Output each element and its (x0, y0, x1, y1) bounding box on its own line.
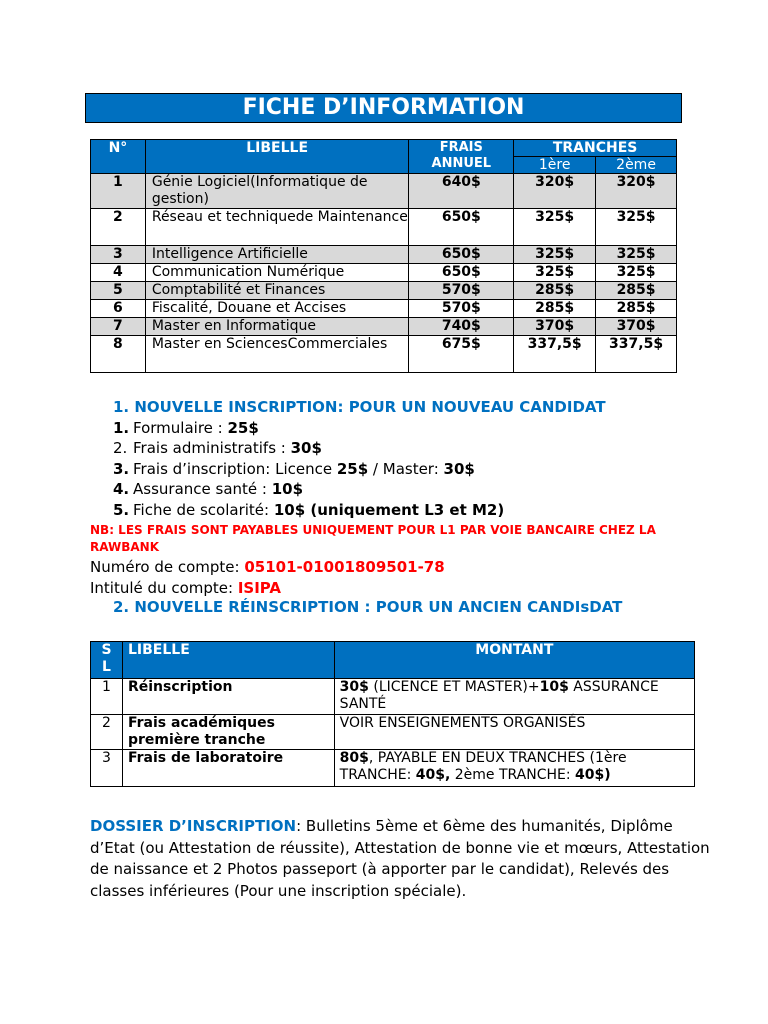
row-libelle: Réinscription (122, 679, 334, 715)
row-tranche-2: 325$ (596, 264, 677, 282)
row-libelle: Master en SciencesCommerciales (145, 336, 409, 373)
row-montant: VOIR ENSEIGNEMENTS ORGANISÉS (334, 715, 694, 750)
row-num: 4 (91, 264, 146, 282)
new-registration-section (113, 397, 606, 520)
table-row (91, 715, 695, 750)
row-num: 5 (91, 282, 146, 300)
header-libelle: LIBELLE (122, 642, 334, 679)
section1-heading: 1. NOUVELLE INSCRIPTION: POUR UN NOUVEAU CANDIDAT (113, 398, 606, 416)
row-tranche-1: 325$ (514, 209, 596, 246)
table-row (91, 679, 695, 715)
account-number: 05101-01001809501-78 (244, 558, 445, 576)
table-row (91, 318, 677, 336)
page-title: FICHE D’INFORMATION (85, 93, 682, 123)
fees-table (90, 139, 677, 373)
row-tranche-1: 325$ (514, 264, 596, 282)
row-frais: 570$ (409, 282, 514, 300)
payment-note: NB: LES FRAIS SONT PAYABLES UNIQUEMENT POUR L1 PAR VOIE BANCAIRE CHEZ LA RAWBANK (90, 523, 656, 554)
table-row (91, 209, 677, 246)
table-row (91, 750, 695, 787)
row-tranche-1: 285$ (514, 282, 596, 300)
reregistration-table (90, 641, 695, 787)
row-sl: 1 (91, 679, 123, 715)
row-tranche-2: 325$ (596, 246, 677, 264)
row-num: 3 (91, 246, 146, 264)
list-item: 5. Fiche de scolarité: 10$ (uniquement L3 et M2) (113, 500, 505, 519)
header-montant: MONTANT (334, 642, 694, 679)
row-tranche-2: 285$ (596, 300, 677, 318)
account-info (90, 557, 445, 599)
table-row (91, 246, 677, 264)
row-frais: 650$ (409, 264, 514, 282)
row-montant: 30$ (LICENCE ET MASTER)+10$ ASSURANCE SANTÉ (334, 679, 694, 715)
table-row (91, 300, 677, 318)
row-sl: 3 (91, 750, 123, 787)
row-tranche-1: 370$ (514, 318, 596, 336)
row-libelle: Fiscalité, Douane et Accises (145, 300, 409, 318)
row-libelle: Frais académiques première tranche (122, 715, 334, 750)
header-libelle: LIBELLE (145, 140, 409, 174)
row-tranche-2: 320$ (596, 174, 677, 209)
row-libelle: Frais de laboratoire (122, 750, 334, 787)
dossier-label: DOSSIER D’INSCRIPTION (90, 817, 297, 835)
row-frais: 640$ (409, 174, 514, 209)
row-tranche-2: 337,5$ (596, 336, 677, 373)
row-frais: 740$ (409, 318, 514, 336)
header-num: N° (91, 140, 146, 174)
row-frais: 650$ (409, 209, 514, 246)
row-tranche-1: 320$ (514, 174, 596, 209)
table-row (91, 174, 677, 209)
table-row (91, 264, 677, 282)
dossier-text: : Bulletins 5ème et 6ème des humanités, Diplôme d’Etat (ou Attestation de réussite), Attestation de bonne vie et mœurs, Attestation de naissance et 2 Photos passeport (à apporter par le candidat), Relevés des classes inférieures (Pour une inscription spéciale). (90, 817, 710, 900)
row-num: 6 (91, 300, 146, 318)
account-number-label: Numéro de compte: (90, 558, 245, 576)
account-name: ISIPA (237, 579, 282, 597)
row-tranche-2: 370$ (596, 318, 677, 336)
row-montant: 80$, PAYABLE EN DEUX TRANCHES (1ère TRANCHE: 40$, 2ème TRANCHE: 40$) (334, 750, 694, 787)
row-num: 1 (91, 174, 146, 209)
row-libelle: Génie Logiciel(Informatique de gestion) (145, 174, 409, 209)
row-frais: 650$ (409, 246, 514, 264)
table-row (91, 282, 677, 300)
row-libelle: Communication Numérique (145, 264, 409, 282)
section2-heading: 2. NOUVELLE RÉINSCRIPTION : POUR UN ANCIEN CANDIsDAT (113, 598, 623, 616)
list-item: 3. Frais d’inscription: Licence 25$ / Master: 30$ (113, 459, 475, 478)
row-num: 2 (91, 209, 146, 246)
header-tranches: TRANCHES (514, 140, 677, 157)
header-first-tranche: 1ère (514, 157, 596, 174)
row-tranche-1: 325$ (514, 246, 596, 264)
row-libelle: Intelligence Artificielle (145, 246, 409, 264)
list-item: 4. Assurance santé : 10$ (113, 480, 304, 498)
account-name-label: Intitulé du compte: (90, 579, 238, 597)
row-libelle: Comptabilité et Finances (145, 282, 409, 300)
row-tranche-2: 325$ (596, 209, 677, 246)
header-sl: S L (91, 642, 123, 679)
list-item: 2. Frais administratifs : 30$ (113, 439, 322, 457)
row-frais: 675$ (409, 336, 514, 373)
row-libelle: Master en Informatique (145, 318, 409, 336)
row-tranche-1: 285$ (514, 300, 596, 318)
row-tranche-1: 337,5$ (514, 336, 596, 373)
row-num: 8 (91, 336, 146, 373)
table-row (91, 336, 677, 373)
row-tranche-2: 285$ (596, 282, 677, 300)
registration-documents (90, 816, 720, 902)
row-frais: 570$ (409, 300, 514, 318)
row-libelle: Réseau et techniquede Maintenance (145, 209, 409, 246)
row-sl: 2 (91, 715, 123, 750)
row-num: 7 (91, 318, 146, 336)
header-frais: FRAIS ANNUEL (409, 140, 514, 174)
header-second-tranche: 2ème (596, 157, 677, 174)
list-item: 1. Formulaire : 25$ (113, 418, 259, 437)
